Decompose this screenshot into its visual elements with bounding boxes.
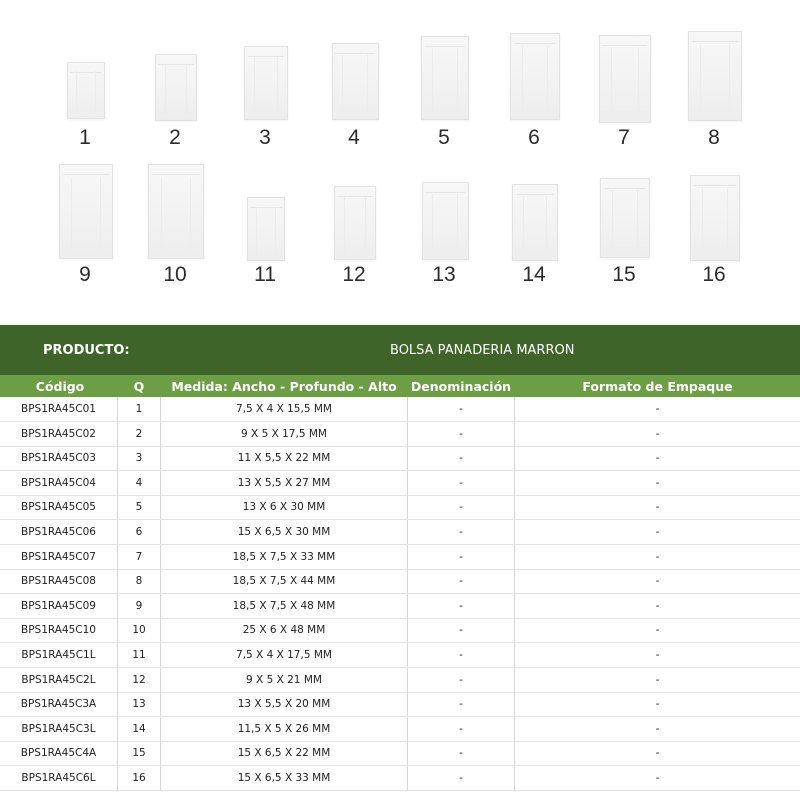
cell-denomination: -	[408, 741, 515, 765]
cell-q: 16	[118, 766, 161, 790]
cell-packaging: -	[655, 599, 660, 612]
cell-size: 13 X 5,5 X 20 MM	[161, 692, 408, 716]
table-row	[0, 668, 800, 693]
cell-code: BPS1RA45C4A	[0, 741, 118, 765]
cell-packaging: -	[655, 772, 660, 784]
table-row	[0, 471, 800, 496]
cell-denomination: -	[408, 717, 515, 741]
cell-q: 1	[118, 397, 161, 421]
cell-denomination: -	[408, 692, 515, 716]
cell-size: 13 X 6 X 30 MM	[161, 495, 408, 519]
cell-denomination: -	[408, 520, 515, 544]
cell-packaging: -	[655, 550, 660, 563]
cell-q: 8	[118, 569, 161, 593]
cell-code: BPS1RA45C3A	[0, 692, 118, 716]
cell-size: 13 X 5,5 X 27 MM	[161, 471, 408, 495]
bag-image-6	[510, 33, 560, 120]
bag-number-14: 14	[522, 263, 546, 286]
cell-denomination: -	[408, 446, 515, 470]
bag-number-1: 1	[79, 126, 91, 149]
bag-number-7: 7	[618, 126, 630, 149]
cell-q: 13	[118, 692, 161, 716]
bag-image-3	[244, 46, 288, 120]
cell-packaging: -	[655, 526, 660, 538]
cell-denomination: -	[408, 594, 515, 618]
table-row	[0, 422, 800, 447]
bag-number-11: 11	[254, 263, 276, 286]
cell-q: 4	[118, 471, 161, 495]
cell-size: 11 X 5,5 X 22 MM	[161, 446, 408, 470]
table-row	[0, 766, 800, 791]
bag-image-8	[688, 31, 742, 121]
table-row	[0, 446, 800, 471]
cell-size: 15 X 6,5 X 33 MM	[161, 766, 408, 790]
bag-image-10	[148, 164, 204, 259]
bag-number-6: 6	[528, 126, 540, 149]
cell-packaging: -	[655, 427, 660, 440]
cell-size: 9 X 5 X 21 MM	[161, 668, 408, 692]
header-size: Medida: Ancho - Profundo - Alto	[171, 379, 397, 394]
bag-image-2	[155, 54, 197, 121]
product-bar	[0, 325, 800, 375]
bag-image-13	[422, 182, 469, 260]
cell-code: BPS1RA45C01	[0, 397, 118, 421]
table-row	[0, 569, 800, 594]
cell-q: 5	[118, 495, 161, 519]
cell-code: BPS1RA45C06	[0, 520, 118, 544]
cell-packaging: -	[655, 575, 660, 588]
bag-image-12	[334, 186, 376, 260]
cell-code: BPS1RA45C1L	[0, 643, 118, 667]
table-row	[0, 717, 800, 742]
cell-size: 11,5 X 5 X 26 MM	[161, 717, 408, 741]
header-packaging: Formato de Empaque	[582, 379, 733, 394]
bag-image-15	[600, 178, 650, 258]
cell-code: BPS1RA45C08	[0, 569, 118, 593]
cell-code: BPS1RA45C07	[0, 545, 118, 569]
cell-denomination: -	[408, 422, 515, 446]
header-q: Q	[133, 379, 145, 394]
table-row	[0, 520, 800, 545]
bag-number-3: 3	[259, 126, 271, 149]
table-row	[0, 618, 800, 643]
cell-size: 18,5 X 7,5 X 44 MM	[161, 569, 408, 593]
cell-packaging: -	[655, 649, 660, 661]
bag-number-8: 8	[708, 126, 720, 149]
cell-size: 18,5 X 7,5 X 48 MM	[161, 594, 408, 618]
cell-packaging: -	[655, 501, 660, 514]
cell-q: 7	[118, 545, 161, 569]
cell-denomination: -	[408, 545, 515, 569]
cell-q: 3	[118, 446, 161, 470]
bag-image-11	[247, 197, 285, 261]
bag-number-15: 15	[612, 263, 636, 286]
cell-code: BPS1RA45C03	[0, 446, 118, 470]
cell-code: BPS1RA45C05	[0, 495, 118, 519]
cell-size: 15 X 6,5 X 22 MM	[161, 741, 408, 765]
bag-image-14	[512, 184, 558, 261]
bag-image-4	[332, 43, 379, 120]
cell-q: 15	[118, 741, 161, 765]
bag-number-4: 4	[348, 126, 360, 149]
bag-image-1	[67, 62, 105, 119]
bag-image-7	[599, 35, 651, 123]
cell-size: 7,5 X 4 X 17,5 MM	[161, 643, 408, 667]
cell-q: 6	[118, 520, 161, 544]
table-row	[0, 692, 800, 717]
cell-denomination: -	[408, 569, 515, 593]
cell-packaging: -	[655, 476, 660, 489]
cell-packaging: -	[655, 624, 660, 637]
cell-q: 12	[118, 668, 161, 692]
cell-code: BPS1RA45C6L	[0, 766, 118, 790]
bag-number-5: 5	[438, 126, 450, 149]
table-row	[0, 643, 800, 668]
cell-q: 11	[118, 643, 161, 667]
header-code: Código	[35, 379, 85, 394]
cell-denomination: -	[408, 495, 515, 519]
cell-denomination: -	[408, 643, 515, 667]
cell-size: 15 X 6,5 X 30 MM	[161, 520, 408, 544]
table-row	[0, 545, 800, 570]
table-row	[0, 495, 800, 520]
table-row	[0, 594, 800, 619]
cell-size: 18,5 X 7,5 X 33 MM	[161, 545, 408, 569]
table-header	[0, 375, 800, 397]
table-row	[0, 397, 800, 422]
cell-packaging: -	[655, 722, 660, 735]
cell-packaging: -	[655, 747, 660, 760]
cell-packaging: -	[655, 403, 660, 415]
bag-number-10: 10	[163, 263, 187, 286]
cell-size: 7,5 X 4 X 15,5 MM	[161, 397, 408, 421]
cell-size: 25 X 6 X 48 MM	[161, 618, 408, 642]
cell-code: BPS1RA45C2L	[0, 668, 118, 692]
product-name: BOLSA PANADERIA MARRON	[390, 343, 575, 358]
cell-code: BPS1RA45C10	[0, 618, 118, 642]
cell-code: BPS1RA45C04	[0, 471, 118, 495]
header-denomination: Denominación	[410, 379, 512, 394]
cell-q: 2	[118, 422, 161, 446]
bag-number-13: 13	[432, 263, 456, 286]
cell-packaging: -	[655, 698, 660, 711]
bag-number-2: 2	[169, 126, 181, 149]
cell-packaging: -	[655, 452, 660, 465]
cell-code: BPS1RA45C02	[0, 422, 118, 446]
bag-number-12: 12	[342, 263, 366, 286]
cell-q: 9	[118, 594, 161, 618]
bag-image-16	[690, 175, 740, 261]
bag-image-5	[421, 36, 469, 120]
cell-q: 10	[118, 618, 161, 642]
bag-number-16: 16	[702, 263, 726, 286]
product-label: PRODUCTO:	[43, 343, 130, 358]
cell-code: BPS1RA45C3L	[0, 717, 118, 741]
cell-denomination: -	[408, 397, 515, 421]
cell-denomination: -	[408, 668, 515, 692]
bag-number-9: 9	[79, 263, 91, 286]
cell-packaging: -	[655, 673, 660, 686]
product-gallery	[0, 0, 800, 325]
cell-q: 14	[118, 717, 161, 741]
cell-denomination: -	[408, 471, 515, 495]
table-row	[0, 741, 800, 766]
cell-size: 9 X 5 X 17,5 MM	[161, 422, 408, 446]
cell-denomination: -	[408, 766, 515, 790]
bag-image-9	[59, 164, 113, 259]
cell-denomination: -	[408, 618, 515, 642]
cell-code: BPS1RA45C09	[0, 594, 118, 618]
